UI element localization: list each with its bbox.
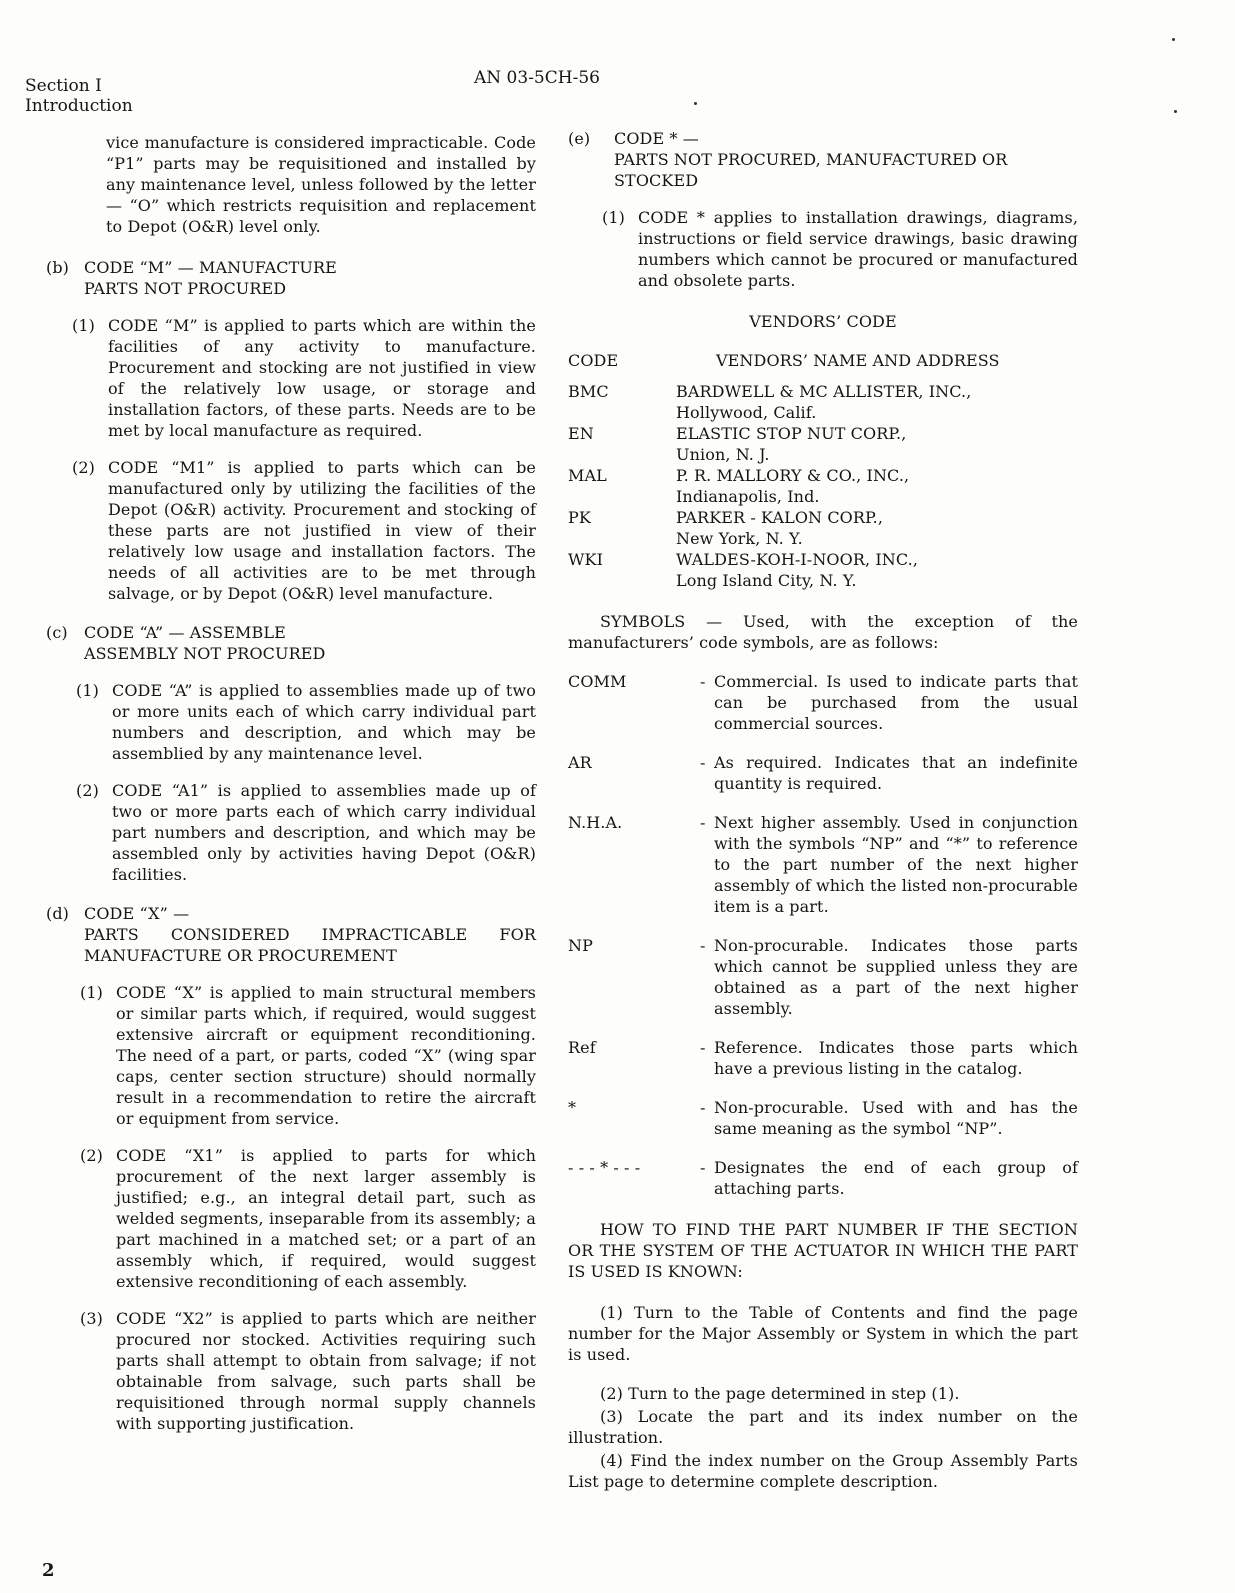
section-c-heading: [46, 622, 536, 664]
vendor-address: Indianapolis, Ind.: [676, 487, 820, 506]
howto-step-4: (4) Find the index number on the Group Assembly Parts List page to determine complete description.: [568, 1451, 1078, 1491]
section-d-heading: [46, 903, 536, 966]
howto-title: HOW TO FIND THE PART NUMBER IF THE SECTION OR THE SYSTEM OF THE ACTUATOR IN WHICH THE PART IS USED IS KNOWN:: [568, 1220, 1078, 1281]
section-d-title: [84, 903, 536, 966]
section-c-title-line2: ASSEMBLY NOT PROCURED: [84, 644, 326, 663]
item-number: (2): [80, 1146, 103, 1165]
symbol-row: [568, 671, 1078, 734]
scan-speck: [1172, 38, 1175, 41]
section-e-title: [614, 128, 1078, 191]
section-d-title-line1: CODE “X” —: [84, 904, 190, 923]
item-text: CODE “X2” is applied to parts which are neither procured nor stocked. Activities requiring such parts shall attempt to obtain from salvage; if not obtainable from salvage, such parts shall be requisitioned through normal supply channels with supporting justification.: [116, 1309, 536, 1433]
item-text: CODE “A” is applied to assemblies made up of two or more units each of which carry individual part numbers and description, and which may be assemblied by any maintenance level.: [112, 681, 536, 763]
section-c-item-1: [46, 680, 536, 764]
section-d-item-1: [46, 982, 536, 1129]
item-number: (2): [72, 458, 95, 477]
symbol-dash: -: [700, 1098, 706, 1117]
section-e-title-line1: CODE * —: [614, 129, 699, 148]
item-number: (1): [602, 208, 625, 227]
symbol-code: *: [568, 1098, 577, 1117]
vendors-title: VENDORS’ CODE: [749, 312, 897, 331]
vendor-code: PK: [568, 508, 591, 527]
section-d-label: (d): [46, 904, 70, 923]
document-number: AN 03-5CH-56: [474, 68, 600, 88]
scan-speck: [1174, 110, 1177, 113]
section-d-item-3: [46, 1308, 536, 1434]
symbol-dash: -: [700, 1038, 706, 1057]
vendor-row: [568, 381, 1078, 423]
vendor-code: WKI: [568, 550, 604, 569]
item-text: CODE “A1” is applied to assemblies made up of two or more parts each of which carry individual part numbers and description, and which may be assembled only by activities having Depot (O&R) facilities.: [112, 781, 536, 884]
vendor-address: Union, N. J.: [676, 445, 770, 464]
item-text: CODE “M” is applied to parts which are within the facilities of any activity to manufacture. Procurement and stocking are not justified in view of the relatively low usage, or storage and installation factors, of these parts. Needs are to be met by local manufacture as required.: [108, 316, 536, 440]
section-label: Section I: [25, 76, 102, 96]
vendor-name-address: [676, 549, 1078, 591]
symbol-code: N.H.A.: [568, 813, 623, 832]
vendor-address: Hollywood, Calif.: [676, 403, 817, 422]
vendors-table-header: [568, 350, 1078, 371]
symbol-description: Commercial. Is used to indicate parts that can be purchased from the usual commercial sources.: [714, 672, 1078, 733]
vendor-name: ELASTIC STOP NUT CORP.,: [676, 424, 907, 443]
section-e-heading: [568, 128, 1078, 191]
vendor-address: Long Island City, N. Y.: [676, 571, 857, 590]
section-c-title: [84, 622, 536, 664]
symbol-code: COMM: [568, 672, 627, 691]
vendor-code: MAL: [568, 466, 607, 485]
symbol-dash: -: [700, 672, 706, 691]
vendor-name: P. R. MALLORY & CO., INC.,: [676, 466, 910, 485]
section-c-label: (c): [46, 623, 68, 642]
howto-step-2: (2) Turn to the page determined in step (1).: [600, 1384, 960, 1403]
item-number: (2): [76, 781, 99, 800]
item-number: (1): [80, 983, 103, 1002]
section-b-title-line1: CODE “M” — MANUFACTURE: [84, 258, 337, 277]
symbol-description: Reference. Indicates those parts which have a previous listing in the catalog.: [714, 1038, 1078, 1078]
section-d-item-2: [46, 1145, 536, 1292]
section-b-title-line2: PARTS NOT PROCURED: [84, 279, 287, 298]
section-b-item-2: [46, 457, 536, 604]
item-number: (3): [80, 1309, 103, 1328]
vendor-name: WALDES-KOH-I-NOOR, INC.,: [676, 550, 919, 569]
symbol-row: [568, 812, 1078, 917]
symbol-row: [568, 752, 1078, 794]
section-b-heading: [46, 257, 536, 299]
symbol-row: [568, 1157, 1078, 1199]
item-text: CODE * applies to installation drawings, diagrams, instructions or field service drawings, basic drawing numbers which cannot be procured or manufactured and obsolete parts.: [638, 208, 1078, 290]
symbol-description: Non-procurable. Indicates those parts which cannot be supplied unless they are obtained as a part of the next higher assembly.: [714, 936, 1078, 1018]
vendor-row: [568, 549, 1078, 591]
howto-step-3: (3) Locate the part and its index number on the illustration.: [568, 1407, 1078, 1447]
symbol-code: NP: [568, 936, 593, 955]
symbol-dash: -: [700, 753, 706, 772]
section-b-label: (b): [46, 258, 70, 277]
vendor-name-address: [676, 381, 1078, 423]
section-e-label: (e): [568, 129, 591, 148]
symbol-dash: -: [700, 813, 706, 832]
scan-speck: [694, 102, 697, 105]
vendor-name: BARDWELL & MC ALLISTER, INC.,: [676, 382, 972, 401]
section-c-item-2: [46, 780, 536, 885]
left-column: [46, 132, 536, 1434]
symbol-dash: -: [700, 1158, 706, 1177]
howto-step-1: (1) Turn to the Table of Contents and find the page number for the Major Assembly or System in which the part is used.: [568, 1303, 1078, 1364]
vendors-table: [568, 381, 1078, 591]
vendor-name-address: [676, 507, 1078, 549]
vendor-name-address: [676, 423, 1078, 465]
section-d-title-line2: PARTS CONSIDERED IMPRACTICABLE FOR MANUFACTURE OR PROCUREMENT: [84, 925, 536, 965]
vendor-row: [568, 465, 1078, 507]
item-text: CODE “X” is applied to main structural members or similar parts which, if required, would suggest extensive aircraft or equipment reconditioning. The need of a part, or parts, coded “X” (wing spar caps, center section structure) should normally result in a recommendation to retire the aircraft or equipment from service.: [116, 983, 536, 1128]
vendor-name: PARKER - KALON CORP.,: [676, 508, 884, 527]
symbol-code: - - - * - - -: [568, 1158, 641, 1177]
item-number: (1): [72, 316, 95, 335]
page-number: 2: [42, 1560, 55, 1581]
vendors-col-code: CODE: [568, 351, 619, 370]
symbol-code: Ref: [568, 1038, 596, 1057]
symbol-description: As required. Indicates that an indefinite quantity is required.: [714, 753, 1078, 793]
section-b-item-1: [46, 315, 536, 441]
symbol-row: [568, 1037, 1078, 1079]
section-c-title-line1: CODE “A” — ASSEMBLE: [84, 623, 286, 642]
vendors-col-name: VENDORS’ NAME AND ADDRESS: [716, 351, 1000, 370]
item-text: CODE “M1” is applied to parts which can be manufactured only by utilizing the facilities of the Depot (O&R) activity. Procurement and stocking of these parts are not justified in view of their relatively low usage and installation factors. The needs of all activities are to be met through salvage, or by Depot (O&R) level manufacture.: [108, 458, 536, 603]
symbol-row: [568, 935, 1078, 1019]
symbol-description: Designates the end of each group of attaching parts.: [714, 1158, 1078, 1198]
p1-continuation: vice manufacture is considered impracticable. Code “P1” parts may be requisitioned and installed by any maintenance level, unless followed by the letter — “O” which restricts requisition and replacement to Depot (O&R) level only.: [106, 133, 536, 236]
item-number: (1): [76, 681, 99, 700]
vendor-name-address: [676, 465, 1078, 507]
symbols-list: [568, 671, 1078, 1199]
section-e-title-line2: PARTS NOT PROCURED, MANUFACTURED OR STOCKED: [614, 150, 1008, 190]
symbol-code: AR: [568, 753, 592, 772]
vendor-address: New York, N. Y.: [676, 529, 803, 548]
symbols-intro: SYMBOLS — Used, with the exception of the manufacturers’ code symbols, are as follows:: [568, 612, 1078, 652]
item-text: CODE “X1” is applied to parts for which procurement of the next larger assembly is justified; e.g., an integral detail part, such as welded segments, inseparable from its assembly; a part machined in a matched set; or a part of an assembly which, if required, would suggest extensive reconditioning of each assembly.: [116, 1146, 536, 1291]
symbol-description: Next higher assembly. Used in conjunction with the symbols “NP” and “*” to reference to the part number of the next higher assembly of which the listed non-procurable item is a part.: [714, 813, 1078, 916]
section-e-item-1: [568, 207, 1078, 291]
vendor-row: [568, 423, 1078, 465]
symbol-description: Non-procurable. Used with and has the same meaning as the symbol “NP”.: [714, 1098, 1078, 1138]
section-b-title: [84, 257, 536, 299]
right-column: [568, 128, 1078, 1492]
subsection-label: Introduction: [25, 96, 133, 116]
vendor-code: EN: [568, 424, 594, 443]
vendor-code: BMC: [568, 382, 609, 401]
symbol-row: [568, 1097, 1078, 1139]
vendor-row: [568, 507, 1078, 549]
symbol-dash: -: [700, 936, 706, 955]
